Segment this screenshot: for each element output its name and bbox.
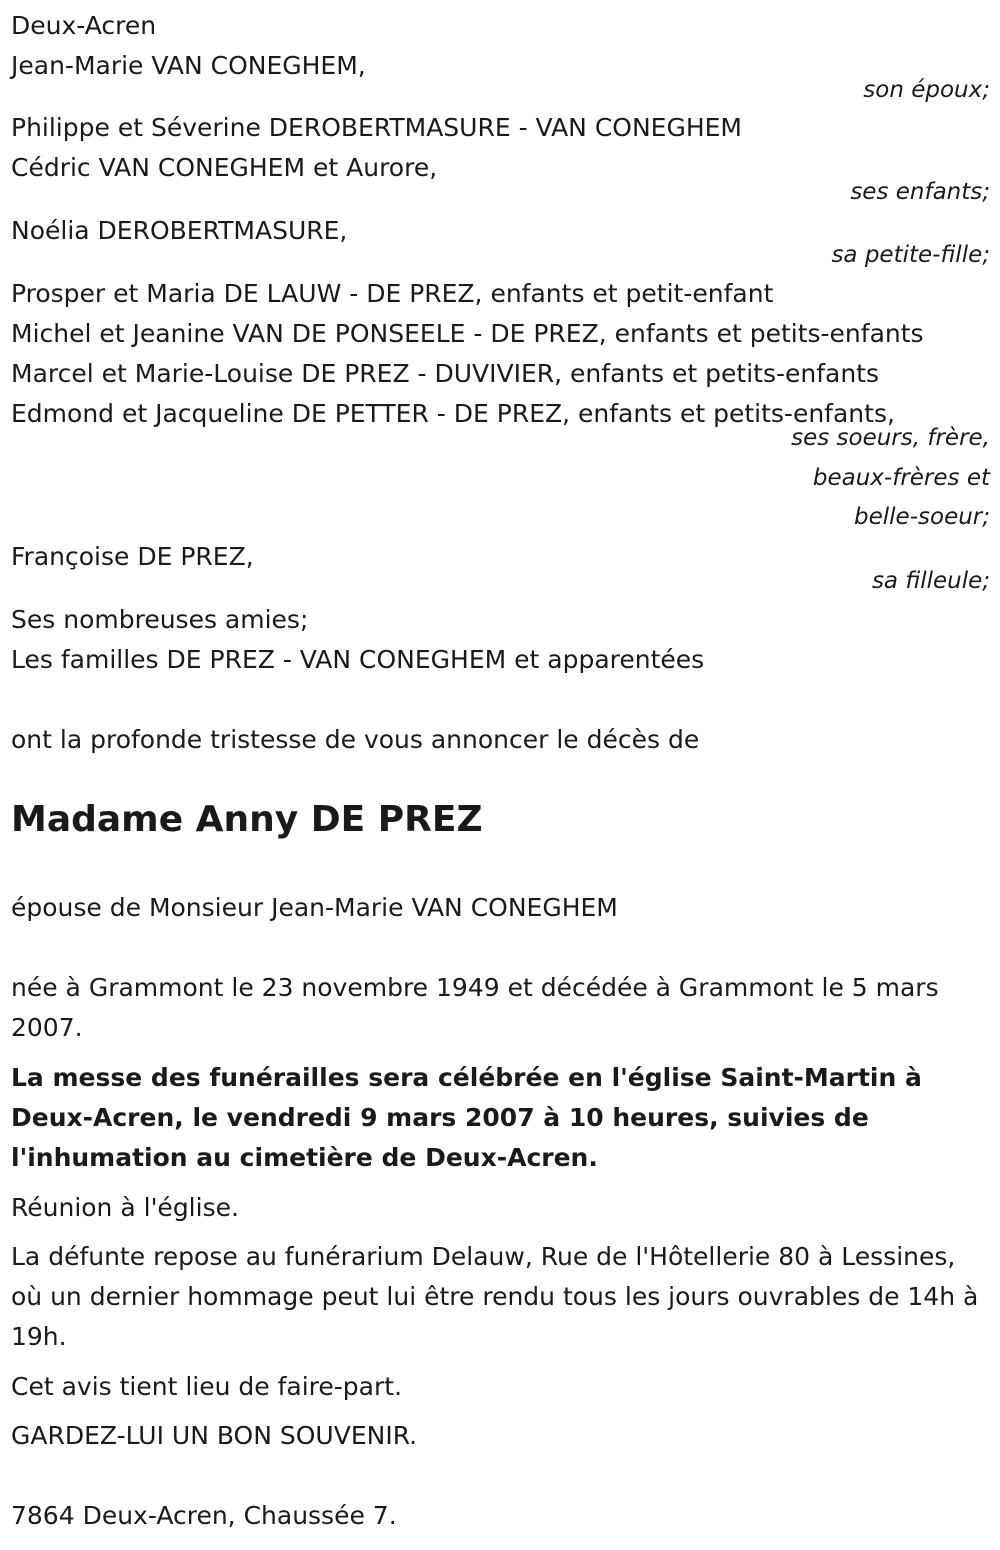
sibling-name: Edmond et Jacqueline DE PETTER - DE PREZ, enfants et petits-enfants, bbox=[11, 399, 895, 428]
goddaughter-relation: sa filleule; bbox=[871, 568, 990, 594]
goddaughter-name: Françoise DE PREZ, bbox=[11, 542, 254, 571]
closing-text: GARDEZ-LUI UN BON SOUVENIR. bbox=[11, 1421, 418, 1450]
funeral-mass-info: La messe des funérailles sera célébrée en l'église Saint-Martin à Deux-Acren, le vendredi 9 mars 2007 à 10 heures, suivies de l'inhumation au cimetière de Deux-Acren. bbox=[11, 1063, 922, 1172]
siblings-relation: belle-soeur; bbox=[854, 504, 990, 530]
siblings-relation: ses soeurs, frère, bbox=[791, 425, 990, 451]
spouse-relation: son époux; bbox=[863, 77, 990, 103]
notice-text: Cet avis tient lieu de faire-part. bbox=[11, 1372, 403, 1401]
location-heading: Deux-Acren bbox=[11, 11, 157, 40]
sibling-name: Prosper et Maria DE LAUW - DE PREZ, enfants et petit-enfant bbox=[11, 279, 774, 308]
siblings-relation: beaux-frères et bbox=[812, 465, 990, 491]
friends-line: Ses nombreuses amies; bbox=[11, 605, 309, 634]
children-relation: ses enfants; bbox=[850, 179, 990, 205]
announcement-text: ont la profonde tristesse de vous annoncer le décès de bbox=[11, 725, 700, 754]
repose-info: La défunte repose au funérarium Delauw, Rue de l'Hôtellerie 80 à Lessines, où un dernier hommage peut lui être rendu tous les jours ouvrables de 14h à 19h. bbox=[11, 1242, 979, 1351]
deceased-spouse-line: épouse de Monsieur Jean-Marie VAN CONEGHEM bbox=[11, 893, 618, 922]
sibling-name: Michel et Jeanine VAN DE PONSEELE - DE PREZ, enfants et petits-enfants bbox=[11, 319, 924, 348]
spouse-name: Jean-Marie VAN CONEGHEM, bbox=[11, 51, 366, 80]
child-name: Philippe et Séverine DEROBERTMASURE - VAN CONEGHEM bbox=[11, 113, 742, 142]
granddaughter-relation: sa petite-fille; bbox=[831, 242, 990, 268]
families-line: Les familles DE PREZ - VAN CONEGHEM et apparentées bbox=[11, 645, 705, 674]
birth-death-dates: née à Grammont le 23 novembre 1949 et décédée à Grammont le 5 mars 2007. bbox=[11, 973, 939, 1042]
address-text: 7864 Deux-Acren, Chaussée 7. bbox=[11, 1501, 397, 1530]
granddaughter-name: Noélia DEROBERTMASURE, bbox=[11, 216, 348, 245]
child-name: Cédric VAN CONEGHEM et Aurore, bbox=[11, 153, 438, 182]
sibling-name: Marcel et Marie-Louise DE PREZ - DUVIVIER, enfants et petits-enfants bbox=[11, 359, 880, 388]
meeting-info: Réunion à l'église. bbox=[11, 1193, 239, 1222]
deceased-name: Madame Anny DE PREZ bbox=[11, 799, 483, 840]
